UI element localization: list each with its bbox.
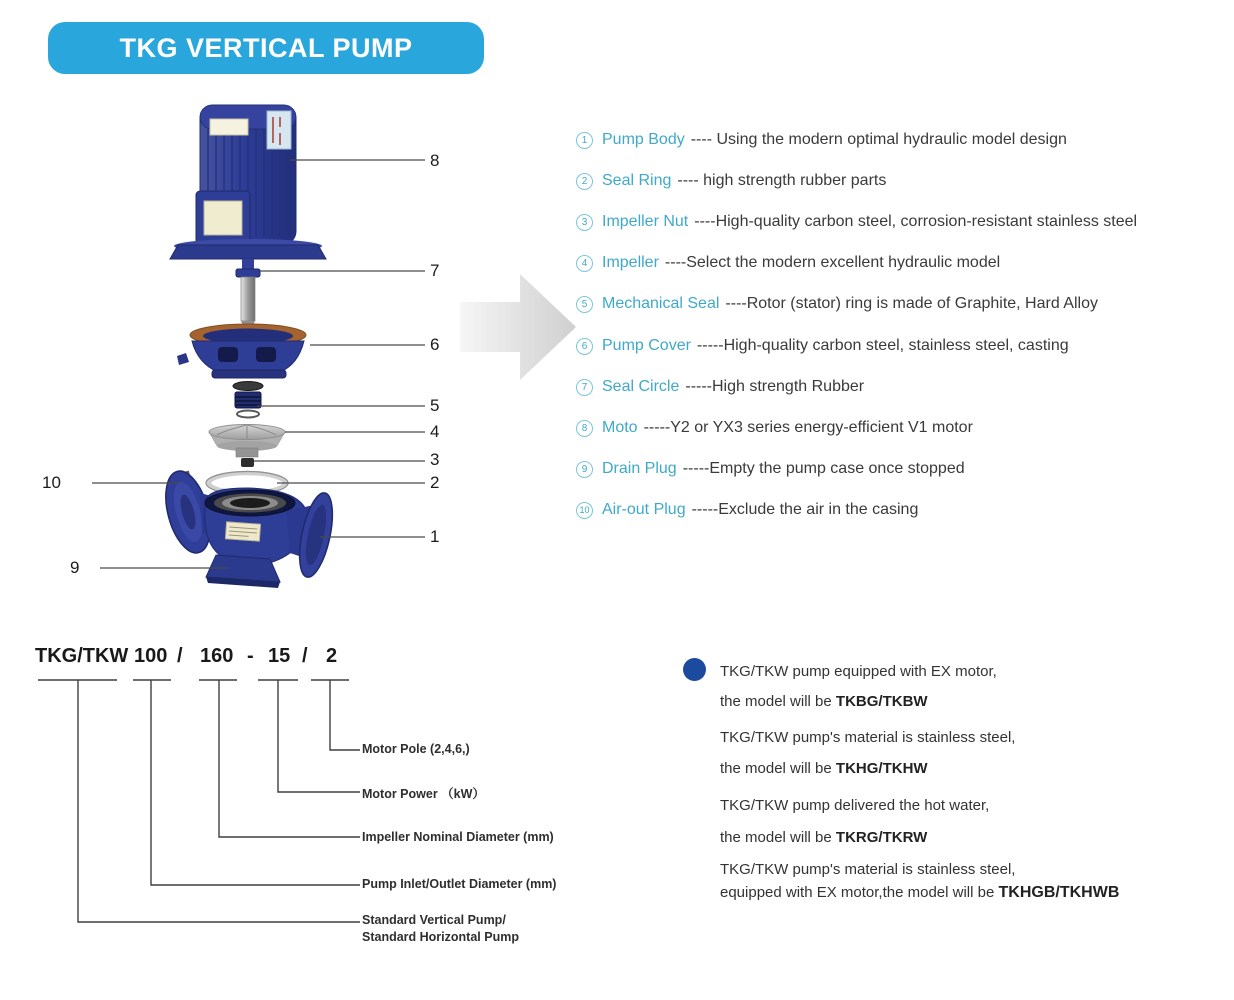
note-line (720, 797, 989, 814)
list-item (576, 172, 886, 190)
part-description: ---- Using the modern optimal hydraulic model design (690, 131, 1067, 148)
circled-number-2-icon: 2 (576, 173, 593, 190)
part-description: -----Empty the pump case once stopped (682, 460, 965, 477)
part-description: -----High-quality carbon steel, stainless steel, casting (696, 337, 1069, 354)
model-code-tree-lines (30, 640, 630, 960)
circled-number-6-icon: 6 (576, 338, 593, 355)
pump-cover-illustration (177, 324, 306, 378)
note-text: TKG/TKW pump equipped with EX motor, (720, 663, 997, 680)
part-description: -----High strength Rubber (685, 378, 865, 395)
part-name: Mechanical Seal (602, 295, 720, 312)
circled-number-1-icon: 1 (576, 132, 593, 149)
circled-number-10-icon: 10 (576, 502, 593, 519)
model-segment-inlet: 100 (134, 645, 168, 667)
callout-6: 6 (430, 335, 440, 354)
callout-7: 7 (430, 261, 440, 280)
impeller-nut-illustration (241, 458, 254, 467)
shaft-illustration (236, 259, 260, 328)
part-description: -----Exclude the air in the casing (691, 501, 919, 518)
note-line (720, 861, 1015, 878)
part-name: Air-out Plug (602, 501, 686, 518)
model-segment-pole: 2 (326, 645, 338, 667)
model-label-motor-power: Motor Power （kW） (362, 787, 485, 801)
list-item (576, 337, 1069, 355)
model-label-impeller-dia: Impeller Nominal Diameter (mm) (362, 830, 554, 844)
model-label-standard-line1: Standard Vertical Pump/ (362, 913, 506, 927)
arrow-right-icon (460, 266, 580, 388)
part-description: ----High-quality carbon steel, corrosion-resistant stainless steel (694, 213, 1138, 230)
list-item (576, 419, 973, 437)
part-name: Seal Ring (602, 172, 672, 189)
note-line (720, 693, 928, 710)
model-separator: / (302, 645, 308, 667)
note-text: the model will be (720, 693, 836, 710)
mechanical-seal-illustration (233, 382, 263, 418)
callout-8: 8 (430, 151, 440, 170)
note-text: the model will be (720, 760, 836, 777)
list-item (576, 501, 918, 519)
part-description: ----Select the modern excellent hydraulic model (664, 254, 1001, 271)
motor-illustration (170, 105, 326, 259)
callout-5: 5 (430, 396, 440, 415)
list-item (576, 460, 965, 478)
circled-number-8-icon: 8 (576, 420, 593, 437)
callout-10: 10 (42, 473, 61, 492)
part-name: Moto (602, 419, 638, 436)
circled-number-5-icon: 5 (576, 296, 593, 313)
model-separator: / (177, 645, 183, 667)
list-item (576, 213, 1137, 231)
note-text: the model will be (720, 829, 836, 846)
note-line (720, 663, 997, 680)
list-item (576, 254, 1000, 272)
note-text: TKG/TKW pump delivered the hot water, (720, 797, 990, 814)
callout-9: 9 (70, 558, 80, 577)
part-description: -----Y2 or YX3 series energy-efficient V1 motor (643, 419, 973, 436)
model-label-motor-pole: Motor Pole (2,4,6,) (362, 742, 470, 756)
callout-3: 3 (430, 450, 440, 469)
model-segment-series: TKG/TKW (35, 645, 129, 667)
title-banner (48, 22, 484, 74)
note-line (720, 884, 1119, 902)
note-model-code: TKRG/TKRW (835, 829, 928, 846)
note-text: TKG/TKW pump's material is stainless steel, (720, 729, 1016, 746)
circled-number-9-icon: 9 (576, 461, 593, 478)
parts-legend (576, 131, 1232, 531)
note-text: equipped with EX motor,the model will be (720, 884, 999, 901)
model-segment-power: 15 (268, 645, 291, 667)
model-label-standard-line2: Standard Horizontal Pump (362, 930, 519, 944)
pump-exploded-diagram (28, 95, 473, 605)
callout-4: 4 (430, 422, 440, 441)
list-item (576, 131, 1067, 149)
model-separator: - (247, 645, 254, 667)
note-model-code: TKHGB/TKHWB (998, 884, 1120, 901)
note-line (720, 760, 928, 777)
list-item (576, 378, 864, 396)
bullet-circle-icon (683, 658, 706, 681)
note-line (720, 829, 927, 846)
part-description: ---- high strength rubber parts (677, 172, 887, 189)
note-model-code: TKBG/TKBW (835, 693, 928, 710)
note-model-code: TKHG/TKHW (835, 760, 928, 777)
circled-number-3-icon: 3 (576, 214, 593, 231)
part-name: Seal Circle (602, 378, 680, 395)
part-name: Pump Body (602, 131, 685, 148)
part-description: ----Rotor (stator) ring is made of Graphite, Hard Alloy (725, 295, 1098, 312)
part-name: Pump Cover (602, 337, 691, 354)
part-name: Impeller (602, 254, 659, 271)
pump-body-illustration (158, 466, 339, 588)
list-item (576, 295, 1098, 313)
callout-2: 2 (430, 473, 440, 492)
circled-number-7-icon: 7 (576, 379, 593, 396)
model-label-inlet-dia: Pump Inlet/Outlet Diameter (mm) (362, 877, 557, 891)
part-name: Impeller Nut (602, 213, 689, 230)
impeller-illustration (209, 425, 285, 458)
model-segment-impeller: 160 (200, 645, 234, 667)
callout-1: 1 (430, 527, 440, 546)
page-title: TKG VERTICAL PUMP (119, 32, 413, 63)
note-text: TKG/TKW pump's material is stainless steel, (720, 861, 1016, 878)
part-name: Drain Plug (602, 460, 677, 477)
note-line (720, 729, 1015, 746)
circled-number-4-icon: 4 (576, 255, 593, 272)
